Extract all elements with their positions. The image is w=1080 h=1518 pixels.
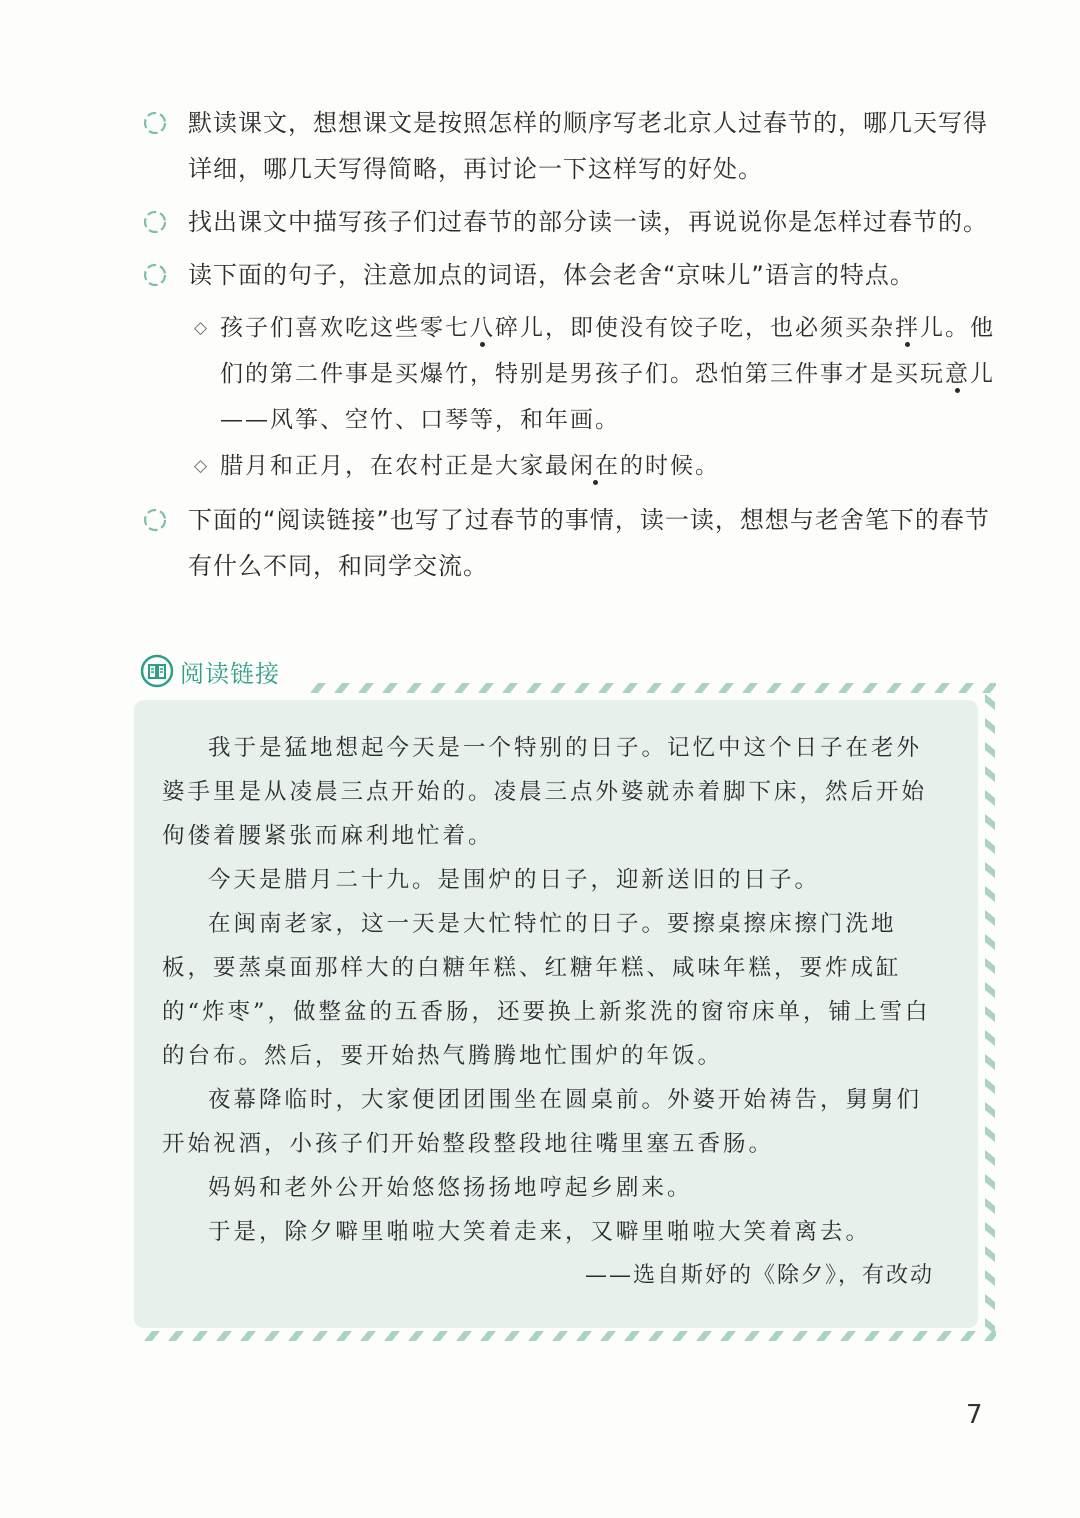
dashed-circle-icon — [142, 209, 168, 235]
example-sentences — [140, 305, 1000, 489]
sentence-text: 的时候。 — [620, 453, 720, 479]
diamond-icon: ◇ — [194, 318, 210, 338]
sentence-text: ，即使没有饺子吃，也必须买 — [545, 315, 870, 341]
exercise-item — [140, 252, 1000, 298]
exercise-item — [140, 497, 1000, 589]
dashed-border-top — [306, 682, 996, 694]
example-sentence — [194, 443, 1000, 489]
dotted-word: 闲在 — [570, 453, 620, 479]
reading-source: ——选自斯妤的《除夕》，有改动 — [584, 1263, 934, 1288]
reading-link-box — [134, 700, 978, 1328]
exercise-text: 找出课文中描写孩子们过春节的部分读一读，再说说你是怎样过春节的。 — [188, 208, 988, 236]
reading-link-header — [140, 652, 280, 690]
diamond-icon: ◇ — [194, 456, 210, 476]
book-icon — [140, 654, 174, 688]
dashed-circle-icon — [142, 110, 168, 136]
dotted-word: 零七八碎儿 — [420, 315, 545, 341]
sentence-text: 。他们的第二件事是买爆竹，特别是男孩子们。恐怕第三件事才是买 — [220, 315, 995, 387]
dashed-border-bottom — [140, 1330, 996, 1342]
dashed-circle-icon — [142, 262, 168, 288]
exercise-text: 读下面的句子，注意加点的词语，体会老舍“京味儿”语言的特点。 — [188, 261, 915, 289]
reading-paragraph: 今天是腊月二十九。是围炉的日子，迎新送旧的日子。 — [208, 867, 821, 893]
exercise-text: 默读课文，想想课文是按照怎样的顺序写老北京人过春节的，哪几天写得详细，哪几天写得简略，再讨论一下这样写的好处。 — [188, 109, 988, 183]
dotted-word: 玩意儿 — [920, 361, 995, 387]
exercise-item — [140, 100, 1000, 192]
sentence-text: ——风筝、空竹、口琴等，和年画。 — [220, 407, 620, 433]
dotted-word: 杂拌儿 — [870, 315, 945, 341]
reading-paragraph: 夜幕降临时，大家便团团围坐在圆桌前。外婆开始祷告，舅舅们开始祝酒，小孩子们开始整段整段地往嘴里塞五香肠。 — [162, 1087, 923, 1157]
example-sentence — [194, 305, 1000, 443]
exercise-list — [140, 100, 1000, 596]
reading-paragraph: 我于是猛地想起今天是一个特别的日子。记忆中这个日子在老外婆手里是从凌晨三点开始的。凌晨三点外婆就赤着脚下床，然后开始佝偻着腰紧张而麻利地忙着。 — [162, 735, 928, 849]
reading-link-title: 阅读链接 — [180, 659, 280, 688]
reading-paragraph: 在闽南老家，这一天是大忙特忙的日子。要擦桌擦床擦门洗地板，要蒸桌面那样大的白糖年糕、红糖年糕、咸味年糕，要炸成缸的“炸枣”，做整盆的五香肠，还要换上新浆洗的窗帘床单，铺上雪白的台布。然后，要开始热气腾腾地忙围炉的年饭。 — [162, 911, 931, 1069]
exercise-item — [140, 199, 1000, 245]
sentence-text: 孩子们喜欢吃这些 — [220, 315, 420, 341]
exercise-text: 下面的“阅读链接”也写了过春节的事情，读一读，想想与老舍笔下的春节有什么不同，和同学交流。 — [188, 506, 990, 580]
sentence-text: 腊月和正月，在农村正是大家最 — [220, 453, 570, 479]
dashed-circle-icon — [142, 507, 168, 533]
page-number: 7 — [966, 1400, 983, 1430]
dashed-border-right — [984, 690, 996, 1342]
reading-paragraph: 于是，除夕噼里啪啦大笑着走来，又噼里啪啦大笑着离去。 — [208, 1219, 872, 1245]
reading-paragraph: 妈妈和老外公开始悠悠扬扬地哼起乡剧来。 — [208, 1175, 693, 1201]
